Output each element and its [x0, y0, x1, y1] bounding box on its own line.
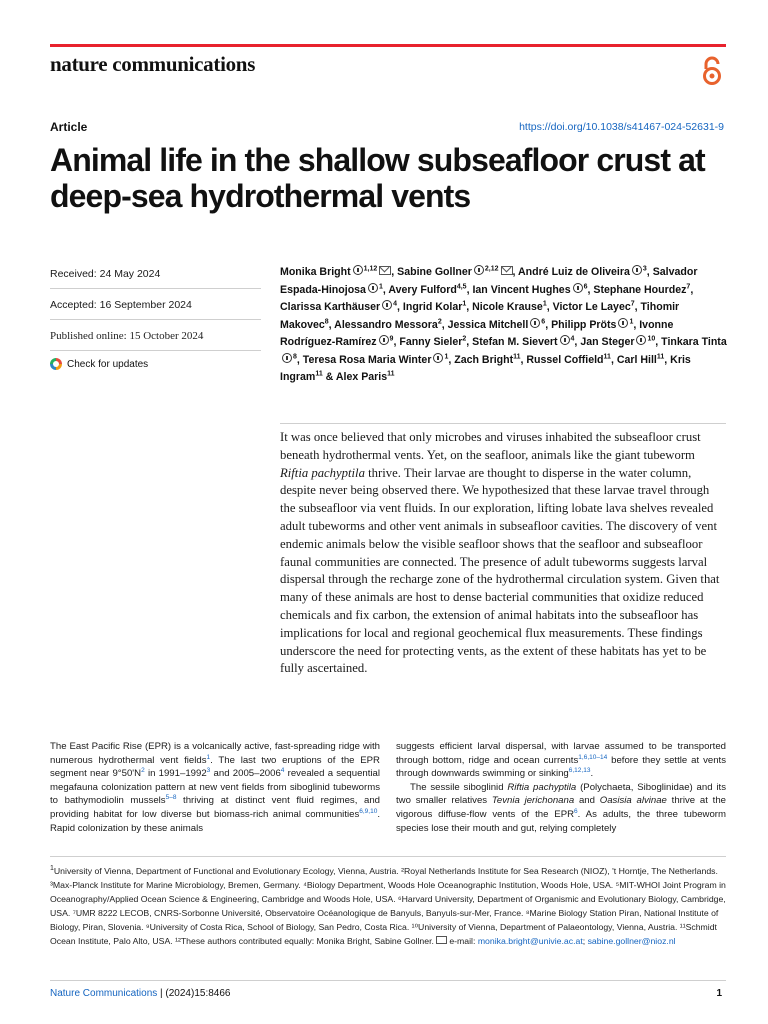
article-meta — [50, 265, 261, 370]
reference-link[interactable]: 1,6,10–14 — [578, 753, 608, 761]
orcid-icon[interactable] — [636, 335, 646, 345]
body-text: suggests efficient larval dispersal, with larvae assumed to be transported through bottom, ridge and ocean currents — [396, 741, 726, 766]
reference-link[interactable]: 6,9,10 — [359, 807, 378, 815]
footer-journal[interactable]: Nature Communications — [50, 988, 158, 999]
email-icon[interactable] — [379, 266, 391, 275]
author-name[interactable]: Salvador Espada-Hinojosa — [280, 266, 698, 296]
body-text: The sessile siboglinid — [410, 781, 508, 793]
accepted-date: Accepted: 16 September 2024 — [50, 296, 261, 320]
abstract — [280, 429, 726, 678]
author-name[interactable]: Monika Bright — [280, 266, 351, 278]
email-separator: ; — [582, 936, 588, 946]
footer-volume: | (2024)15:8466 — [157, 988, 231, 999]
author-name[interactable]: Tinkara Tinta — [661, 336, 727, 348]
email-link[interactable]: sabine.gollner@nioz.nl — [587, 936, 676, 946]
body-text: The East Pacific Rise (EPR) is a volcanically active, fast-spreading ridge with numerous hydrothermal vent fields — [50, 741, 380, 766]
author-name[interactable]: Carl Hill — [616, 353, 657, 366]
author-name[interactable]: Ivonne Rodríguez-Ramírez — [280, 318, 674, 348]
author-affiliation: 4 — [570, 335, 575, 343]
body-text: thrive at the vigorous diffuse-flow vents of the EPR — [396, 795, 727, 820]
article-type: Article — [50, 120, 88, 134]
author-name[interactable]: Alessandro Messora — [334, 318, 438, 331]
doi-link[interactable]: https://doi.org/10.1038/s41467-024-52631-9 — [519, 121, 724, 133]
received-date: Received: 24 May 2024 — [50, 265, 261, 289]
author-name[interactable]: Tihomir Makovec — [280, 301, 680, 331]
email-link[interactable]: monika.bright@univie.ac.at — [477, 936, 583, 946]
body-text: . — [590, 768, 594, 780]
author-name[interactable]: Victor Le Layec — [552, 301, 631, 313]
author-affiliation: 8 — [324, 317, 329, 325]
author-affiliation: 11 — [315, 370, 323, 378]
author-affiliation: 7 — [630, 300, 635, 308]
orcid-icon[interactable] — [382, 300, 392, 310]
orcid-icon[interactable] — [379, 335, 389, 345]
reference-link[interactable]: 4 — [280, 767, 285, 774]
body-column-right — [396, 740, 726, 835]
orcid-icon[interactable] — [560, 335, 570, 345]
abstract-species: Riftia pachyptila — [280, 465, 365, 480]
orcid-icon[interactable] — [474, 265, 484, 275]
author-affiliation: 11 — [603, 352, 611, 360]
author-name[interactable]: Stephane Hourdez — [593, 283, 687, 296]
author-name[interactable]: Jessica Mitchell — [447, 318, 529, 331]
author-affiliation: 6 — [583, 282, 588, 290]
author-affiliation: 2 — [462, 335, 467, 343]
journal-name: nature communications — [50, 52, 256, 76]
orcid-icon[interactable] — [368, 283, 378, 293]
body-text: . The last two eruptions of the EPR segment near 9°50'N — [50, 754, 380, 780]
orcid-icon[interactable] — [353, 265, 363, 275]
body-text: before they settle at vents through downwards swimming or sinking — [396, 754, 727, 780]
orcid-icon[interactable] — [573, 283, 583, 293]
author-name[interactable]: Stefan M. Sievert — [472, 336, 558, 348]
author-name[interactable]: Avery Fulford — [388, 283, 457, 296]
body-paragraph — [396, 781, 726, 835]
author-affiliation: 1 — [444, 352, 449, 360]
body-column-left — [50, 740, 380, 835]
reference-link[interactable]: 5–8 — [165, 794, 177, 802]
header-accent-bar — [50, 44, 726, 47]
abstract-text: thrive. Their larvae are thought to disperse in the water column, despite never being observed there. We hypothesized that these larvae travel through the subseafloor via vent fluids. In our exploration, lifting lobate lava shelves revealed adult tubeworms and other vent animals in subseafloor cavities. The discovery of vent endemic animals below the visible seafloor shows that the seafloor and subseafloor faunal communities are connected. The presence of adult tubeworms suggests larval dispersal through the recharge zone of the hydrothermal circulation system. Given that many of these animals are host to dense bacterial communities that oxidize reduced chemicals and fix carbon, the extension of animal habitats into the subseafloor has implications for local and regional geochemical flux measurements. These findings underscore the need for protecting vents, as the extent of these habitats has yet to be fully ascertained. — [280, 465, 720, 676]
email-label: e-mail: — [449, 936, 478, 946]
author-name[interactable]: Philipp Pröts — [551, 318, 617, 331]
species-name: Oasisia alvinae — [599, 795, 667, 807]
author-affiliation: 9 — [389, 335, 394, 343]
author-name[interactable]: Alex Paris — [335, 371, 388, 383]
orcid-icon[interactable] — [433, 353, 443, 363]
reference-link[interactable]: 2 — [141, 767, 145, 774]
affiliation-marker: 1 — [50, 865, 54, 873]
species-name: Riftia pachyptila — [507, 781, 577, 793]
page-number: 1 — [716, 988, 722, 999]
author-affiliation: 10 — [647, 335, 656, 343]
author-name[interactable]: Jan Steger — [580, 336, 635, 348]
body-text: revealed a sequential megafauna colonization pattern at new vent fields from siboglinid tubeworms to bathymodiolin mussels — [50, 768, 381, 807]
author-affiliation: 11 — [513, 352, 521, 360]
open-access-icon[interactable] — [700, 56, 724, 86]
author-affiliation: 4 — [393, 300, 398, 308]
author-list: Monika Bright $^{1,12}$ , Sabine Gollner $^{2,12}$ , André Luiz de Oliveira $^3$, Salvador Espada-Hinojosa $^1$, Avery Fulford$^{4,5}$, Ian Vincent Hughes $^6$, Stephane Hourdez$^7$, Clarissa Karthäuser $^4$, Ingrid Kolar$^1$, Nicole Krause$^1$, Victor Le Layec$^7$, Tihomir Makovec$^8$, Alessandro Messora$^2$, Jessica Mitchell $^6$, Philipp Pröts $^1$, Ivonne Rodríguez-Ramírez $^9$, Fanny Sieler$^2$, Stefan M. Sievert $^4$, Jan Steger $^{10}$, Tinkara Tinta$^8$, Teresa Rosa Maria Winter $^1$, Zach Bright$^{11}$, Russel Coffield$^{11}$, Carl Hill$^{11}$, Kris Ingram$^{11}$ & Alex Paris$^{11}$ — [280, 265, 727, 383]
body-text: . As adults, the three tubeworm species lose their mouth and gut, relying completely — [396, 808, 726, 834]
affiliations — [50, 864, 726, 948]
email-icon — [436, 936, 447, 944]
author-name[interactable]: Ian Vincent Hughes — [472, 283, 571, 296]
crossmark-icon — [50, 358, 62, 370]
footer-divider — [50, 980, 726, 981]
orcid-icon[interactable] — [632, 265, 642, 275]
body-text: and 2005–2006 — [210, 768, 281, 780]
author-name[interactable]: André Luiz de Oliveira — [518, 266, 630, 278]
check-updates-label: Check for updates — [67, 358, 149, 370]
author-name[interactable]: Russel Coffield — [526, 353, 604, 366]
reference-link[interactable]: 3 — [206, 767, 211, 774]
author-affiliation: 1 — [378, 282, 383, 290]
affiliations-divider — [50, 856, 726, 857]
author-affiliation: 11 — [656, 352, 665, 360]
body-text: . Rapid colonization by these animals — [50, 808, 380, 834]
author-affiliation: 1 — [542, 300, 547, 308]
orcid-icon[interactable] — [282, 353, 292, 363]
body-text: in 1991–1992 — [144, 768, 207, 780]
author-affiliation: 1 — [629, 317, 634, 325]
author-affiliation: 2 — [437, 317, 442, 325]
author-affiliation: 8 — [293, 352, 297, 360]
author-affiliation: 6 — [541, 317, 546, 325]
author-name[interactable]: Kris Ingram — [280, 353, 691, 383]
author-affiliation: 3 — [642, 265, 647, 273]
body-text: (Polychaeta, Siboglinidae) and its two smaller relatives — [396, 781, 726, 807]
body-text: and — [574, 795, 600, 807]
author-affiliation: 1,12 — [363, 265, 378, 273]
orcid-icon[interactable] — [618, 318, 628, 328]
author-name[interactable]: Ingrid Kolar — [402, 301, 463, 313]
author-name[interactable]: Teresa Rosa Maria Winter — [302, 353, 432, 366]
body-paragraph — [396, 740, 726, 781]
author-affiliation: 11 — [387, 370, 395, 378]
article-title: Animal life in the shallow subseafloor crust at deep-sea hydrothermal vents — [50, 142, 705, 214]
abstract-divider — [280, 423, 726, 424]
orcid-icon[interactable] — [530, 318, 540, 328]
species-name: Tevnia jerichonana — [491, 795, 575, 807]
author-name[interactable]: Zach Bright — [454, 353, 514, 366]
email-icon[interactable] — [501, 266, 513, 275]
body-text: thriving at distinct vent fluid regimes, and providing habitat for low diverse but biomass-rich animal communities — [50, 795, 380, 820]
footer-citation — [50, 988, 230, 999]
reference-link[interactable]: 6,12,13 — [568, 767, 591, 774]
reference-link[interactable]: 1 — [206, 753, 211, 761]
author-name[interactable]: Clarissa Karthäuser — [280, 301, 381, 313]
affiliations-text: University of Vienna, Department of Functional and Evolutionary Ecology, Vienna, Austria. ²Royal Netherlands Institute for Sea Research (NIOZ), 't Horntje, The Netherlands. ³Max-Planck Institute for Marine Microbiology, Bremen, Germany. ⁴Biology Department, Woods Hole Oceanographic Institution, Woods Hole, USA. ⁵MIT-WHOI Joint Program in Oceanography/Applied Ocean Science & Engineering, Cambridge and Woods Hole, USA. ⁶Harvard University, Department of Organismic and Evolutionary Biology, Cambridge, USA. ⁷UMR 8222 LECOB, CNRS-Sorbonne Université, Observatoire Océanologique de Banyuls, Banyuls-sur-Mer, France. ⁸Marine Biology Station Piran, National Institute of Biology, Piran, Slovenia. ⁹University of Costa Rica, School of Biology, San Pedro, Costa Rica. ¹⁰University of Vienna, Department of Palaeontology, Vienna, Austria. ¹¹Schmidt Ocean Institute, Palo Alto, USA. ¹²These authors contributed equally: Monika Bright, Sabine Gollner. — [50, 866, 726, 946]
author-affiliation: 7 — [686, 282, 691, 290]
author-name[interactable]: Nicole Krause — [472, 301, 543, 313]
author-name[interactable]: Sabine Gollner — [397, 266, 472, 278]
author-affiliation: 4,5 — [456, 282, 467, 290]
published-date: Published online: 15 October 2024 — [50, 327, 261, 351]
author-affiliation: 2,12 — [484, 265, 499, 273]
check-updates-button[interactable] — [50, 358, 261, 370]
abstract-text: It was once believed that only microbes and viruses inhabited the subseafloor crust beneath hydrothermal vents. Yet, on the seafloor, animals like the giant tubeworm — [280, 430, 701, 462]
reference-link[interactable]: 6 — [574, 807, 578, 815]
author-name[interactable]: Fanny Sieler — [399, 336, 463, 348]
author-affiliation: 1 — [462, 300, 467, 308]
